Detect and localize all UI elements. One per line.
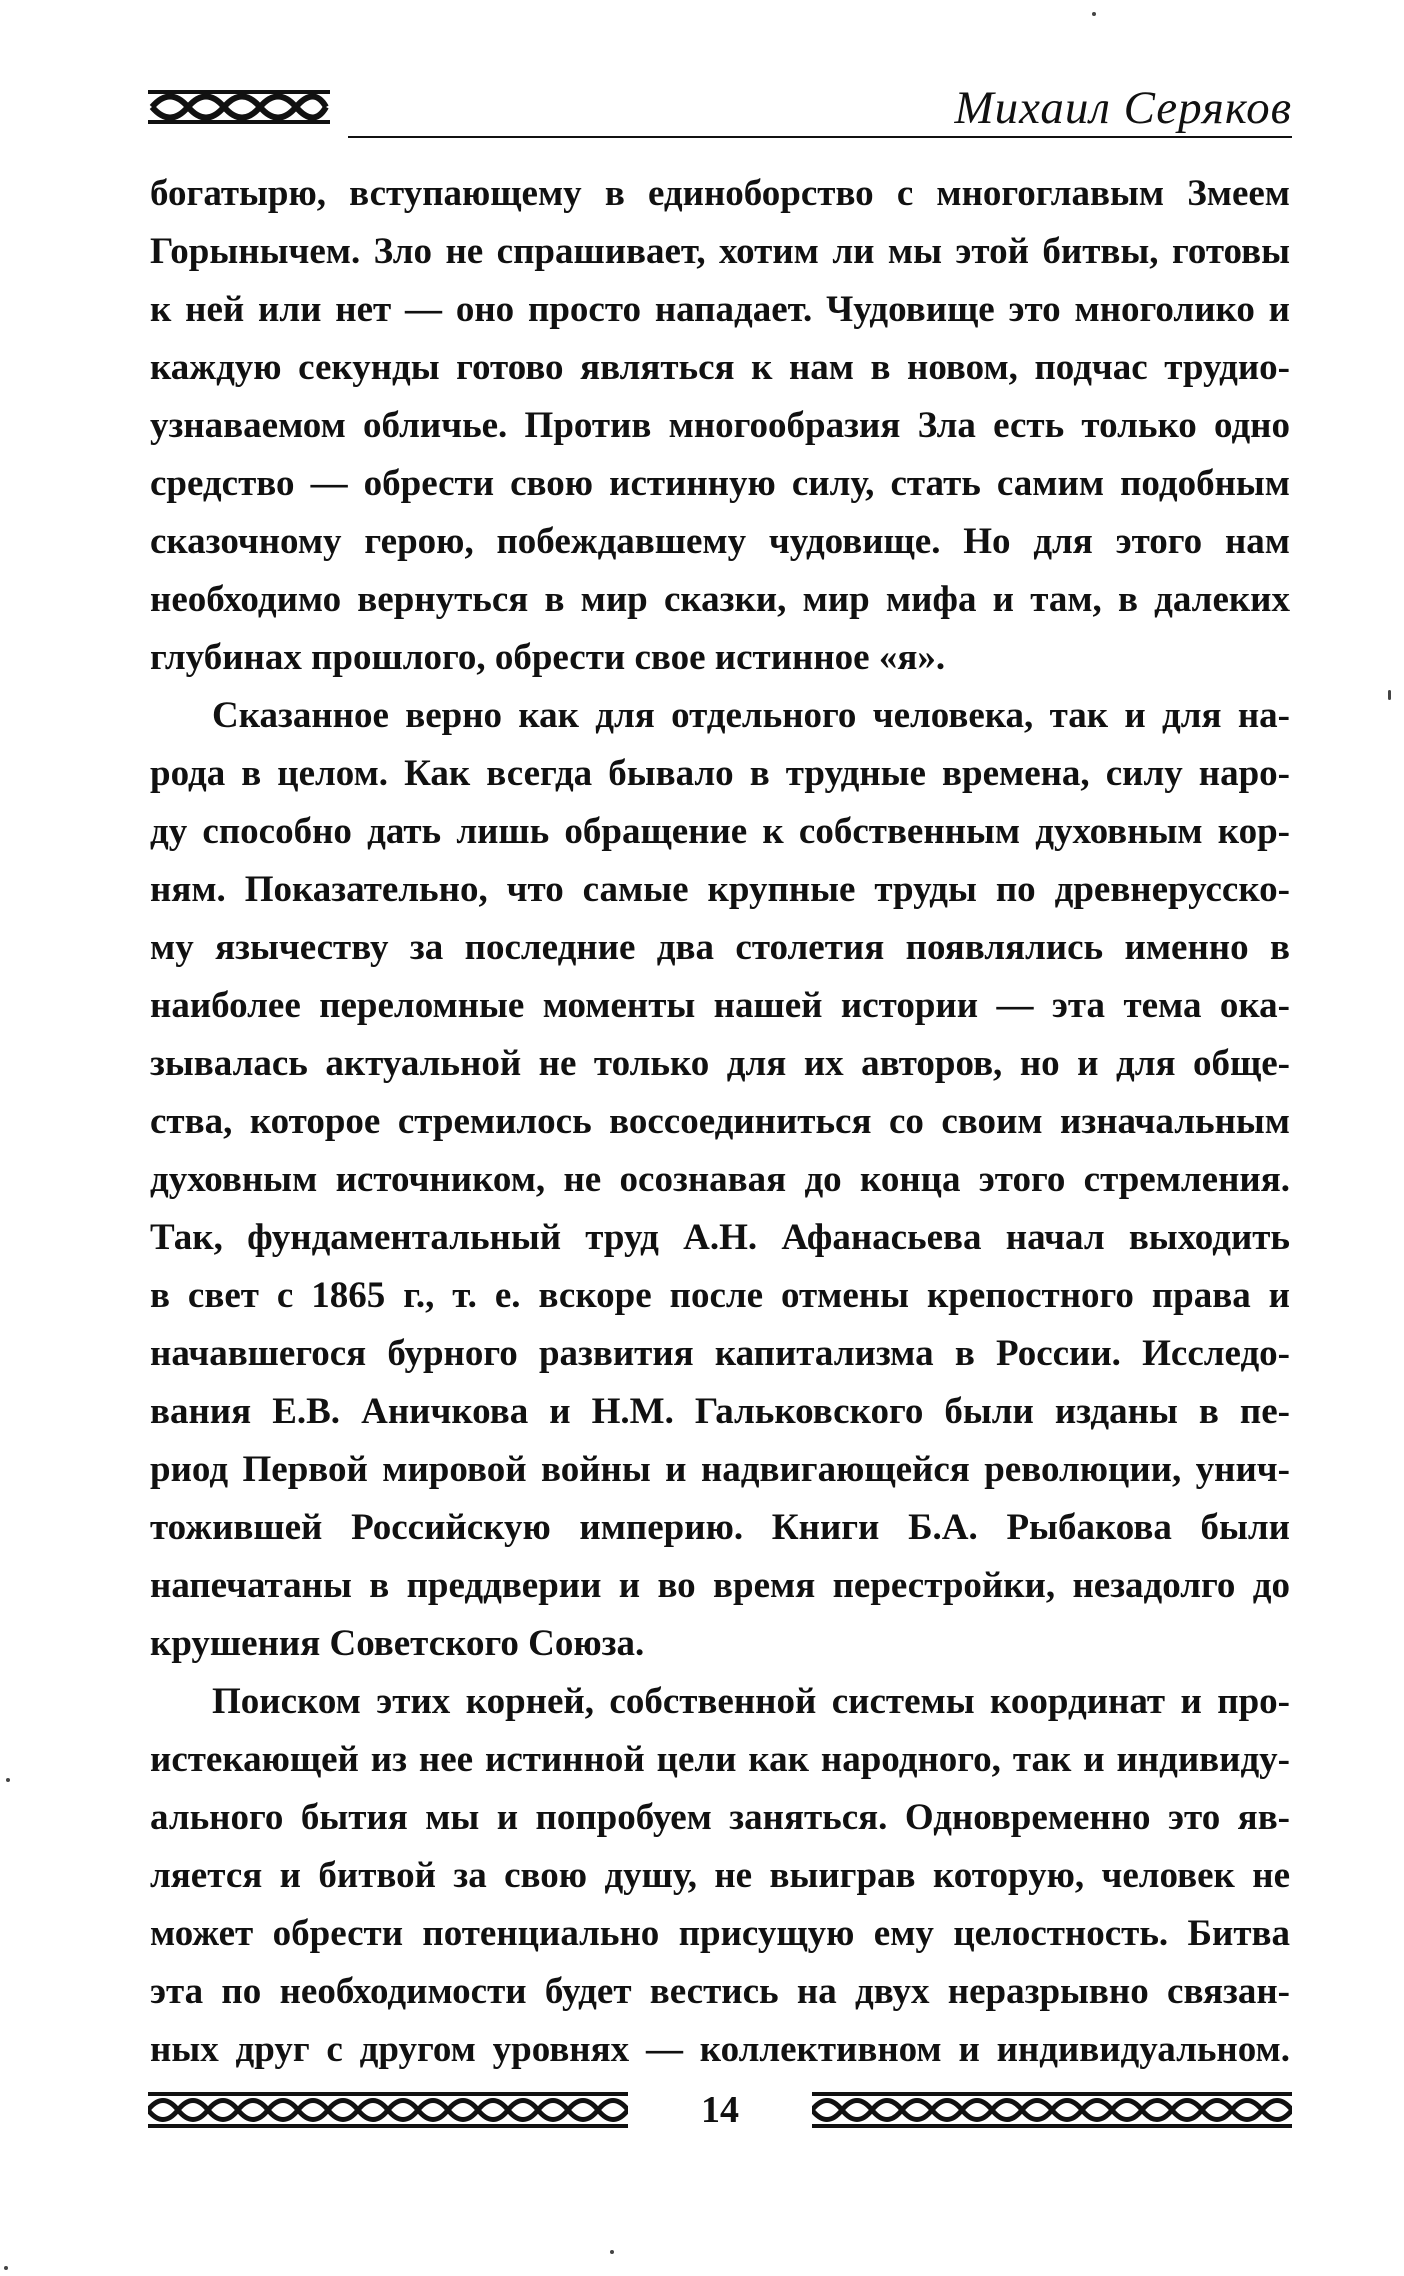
text-line: сказочному герою, побеждавшему чудовище. Но для этого нам: [150, 521, 1290, 562]
text-line: в свет с 1865 г., т. е. вскоре после отмены крепостного права и: [150, 1275, 1290, 1316]
running-head-author: Михаил Серяков: [954, 82, 1292, 134]
text-line: ням. Показательно, что самые крупные труды по древнерусско-: [150, 869, 1290, 910]
knot-ornament-icon: [148, 84, 330, 130]
text-line: наиболее переломные моменты нашей истории — эта тема ока-: [150, 985, 1290, 1026]
text-line: может обрести потенциально присущую ему целостность. Битва: [150, 1913, 1290, 1954]
text-line: вания Е.В. Аничкова и Н.М. Гальковского были изданы в пе-: [150, 1391, 1290, 1432]
scan-speck: [6, 1778, 10, 1782]
scan-speck: [4, 2266, 8, 2270]
text-line: Так, фундаментальный труд А.Н. Афанасьева начал выходить: [150, 1217, 1290, 1258]
text-line: начавшегося бурного развития капитализма в России. Исследо-: [150, 1333, 1290, 1374]
page-number: 14: [701, 2089, 739, 2131]
text-line: эта по необходимости будет вестись на двух неразрывно связан-: [150, 1971, 1290, 2012]
text-line: необходимо вернуться в мир сказки, мир мифа и там, в далеких: [150, 579, 1290, 620]
text-line: ных друг с другом уровнях — коллективном и индивидуальном.: [150, 2029, 1290, 2070]
text-line: богатырю, вступающему в единоборство с многоглавым Змеем: [150, 173, 1290, 214]
text-line: Поиском этих корней, собственной системы координат и про-: [212, 1681, 1290, 1722]
text-line: Горынычем. Зло не спрашивает, хотим ли мы этой битвы, готовы: [150, 231, 1290, 272]
scan-speck: [1092, 12, 1096, 16]
scan-speck: [1388, 690, 1391, 700]
scan-speck: [610, 2250, 614, 2254]
text-line: Сказанное верно как для отдельного человека, так и для на-: [212, 695, 1290, 736]
text-line: ального бытия мы и попробуем заняться. Одновременно это яв-: [150, 1797, 1290, 1838]
text-line: узнаваемом обличье. Против многообразия Зла есть только одно: [150, 405, 1290, 446]
text-line: риод Первой мировой войны и надвигающейся революции, унич-: [150, 1449, 1290, 1490]
text-line: напечатаны в преддверии и во время перестройки, незадолго до: [150, 1565, 1290, 1606]
knot-band-ornament-icon: [812, 2089, 1292, 2131]
text-line: каждую секунды готово являться к нам в новом, подчас трудио-: [150, 347, 1290, 388]
body-text: [150, 165, 1290, 2079]
text-line: духовным источником, не осознавая до конца этого стремления.: [150, 1159, 1290, 1200]
text-line: ства, которое стремилось воссоединиться со своим изначальным: [150, 1101, 1290, 1142]
text-line: к ней или нет — оно просто нападает. Чудовище это многолико и: [150, 289, 1290, 330]
page-header: [148, 76, 1292, 146]
text-line: зывалась актуальной не только для их авторов, но и для обще-: [150, 1043, 1290, 1084]
text-line: ляется и битвой за свою душу, не выиграв которую, человек не: [150, 1855, 1290, 1896]
page-footer: [148, 2083, 1292, 2139]
text-line: средство — обрести свою истинную силу, стать самим подобным: [150, 463, 1290, 504]
text-line: крушения Советского Союза.: [150, 1623, 645, 1664]
text-line: му язычеству за последние два столетия появлялись именно в: [150, 927, 1290, 968]
text-line: тожившей Российскую империю. Книги Б.А. Рыбакова были: [150, 1507, 1290, 1548]
text-line: рода в целом. Как всегда бывало в трудные времена, силу наро-: [150, 753, 1290, 794]
text-line: истекающей из нее истинной цели как народного, так и индивиду-: [150, 1739, 1290, 1780]
text-line: глубинах прошлого, обрести свое истинное «я».: [150, 637, 946, 678]
header-rule: [348, 136, 1292, 138]
text-line: ду способно дать лишь обращение к собственным духовным кор-: [150, 811, 1290, 852]
